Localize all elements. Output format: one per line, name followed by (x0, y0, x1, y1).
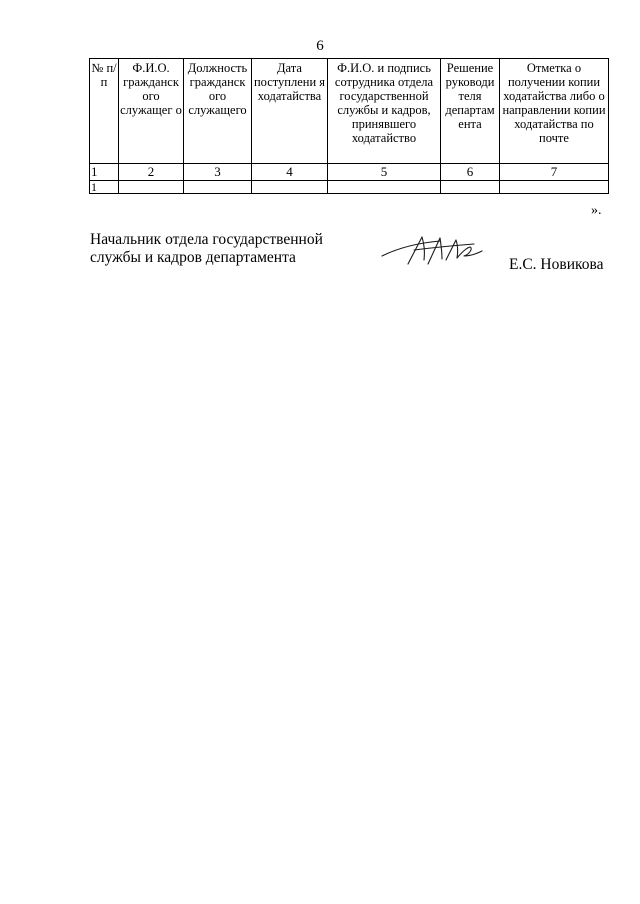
petition-registry-table (89, 58, 609, 194)
col-header-copy-note: Отметка о получении копии ходатайства либо о направлении копии ходатайства по почте (500, 59, 609, 164)
column-number: 5 (328, 164, 441, 181)
col-header-receiver: Ф.И.О. и подпись сотрудника отдела государственной службы и кадров, принявшего ходатайство (328, 59, 441, 164)
col-header-employee-name: Ф.И.О. гражданск ого служащег о (119, 59, 184, 164)
table-cell: 1 (90, 181, 119, 194)
table-header-row (90, 59, 609, 164)
table-cell (441, 181, 500, 194)
column-number-row (90, 164, 609, 181)
table-cell (252, 181, 328, 194)
col-header-number: № п/п (90, 59, 119, 164)
col-header-received-date: Дата поступлени я ходатайства (252, 59, 328, 164)
closing-quote-mark: ». (591, 203, 602, 218)
signatory-title-line: Начальник отдела государственной (90, 231, 323, 248)
signatory-title (90, 231, 350, 267)
column-number: 2 (119, 164, 184, 181)
column-number: 3 (184, 164, 252, 181)
column-number: 1 (90, 164, 119, 181)
table-row (90, 181, 609, 194)
signatory-title-line: службы и кадров департамента (90, 249, 296, 266)
col-header-decision: Решение руководи теля департам ента (441, 59, 500, 164)
table-cell (328, 181, 441, 194)
col-header-position: Должность гражданск ого служащего (184, 59, 252, 164)
table-cell (119, 181, 184, 194)
page-number: 6 (316, 38, 324, 54)
column-number: 6 (441, 164, 500, 181)
handwritten-signature (378, 234, 488, 270)
table-cell (500, 181, 609, 194)
column-number: 4 (252, 164, 328, 181)
signatory-name: Е.С. Новикова (509, 256, 604, 273)
column-number: 7 (500, 164, 609, 181)
table-cell (184, 181, 252, 194)
